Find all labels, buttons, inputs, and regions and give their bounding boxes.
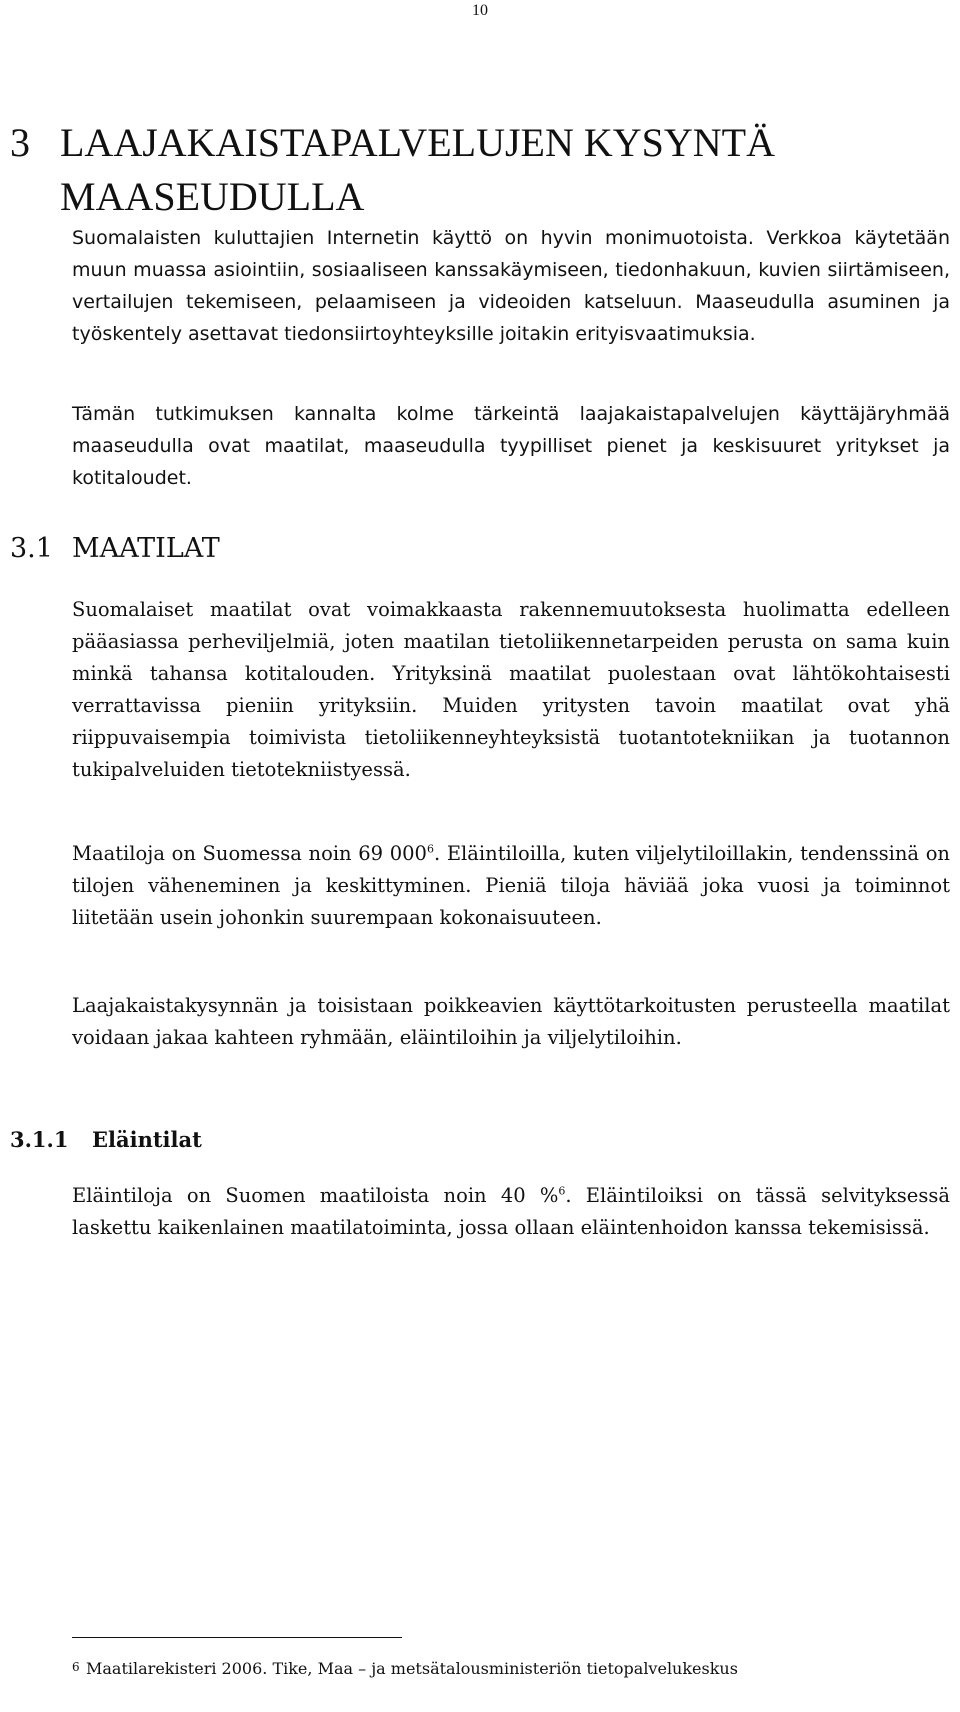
footnote-divider: [72, 1637, 402, 1638]
intro-paragraph-1: Suomalaisten kuluttajien Internetin käyttö on hyvin monimuotoista. Verkkoa käytetään muun muassa asiointiin, sosiaaliseen kanssakäymiseen, tiedonhakuun, kuvien siirtämiseen, vertailujen tekemiseen, pelaamiseen ja videoiden katseluun. Maaseudulla asuminen ja työskentely asettavat tiedonsiirtoyhteyksille joitakin erityisvaatimuksia.: [72, 227, 950, 345]
section-3-1-paragraph-1: Suomalaiset maatilat ovat voimakkaasta rakennemuutoksesta huolimatta edelleen pääasiassa perheviljelmiä, joten maatilan tietoliikennetarpeiden perusta on sama kuin minkä tahansa kotitalouden. Yrityksinä maatilat puolestaan ovat lähtökohtaisesti verrattavissa pieniin yrityksiin. Muiden yritysten tavoin maatilat ovat yhä riippuvaisempia toimivista tietoliikenneyhteyksistä tuotantotekniikan ja tuotannon tukipalveluiden tietotekniistyessä.: [72, 598, 950, 781]
subsection-number: 3.1.1: [10, 1127, 69, 1152]
section-heading-3-1: [10, 533, 220, 564]
intro-paragraph-2: Tämän tutkimuksen kannalta kolme tärkeintä laajakaistapalvelujen käyttäjäryhmää maaseudulla ovat maatilat, maaseudulla tyypilliset pienet ja keskisuuret yritykset ja kotitaloudet.: [72, 403, 950, 489]
subsection-title: Eläintilat: [92, 1127, 202, 1152]
chapter-number: 3: [10, 120, 30, 165]
section-title: MAATILAT: [72, 533, 220, 564]
footnote-ref: 6: [426, 842, 434, 856]
footnote-ref: 6: [558, 1184, 566, 1198]
section-heading-3-1-1: [10, 1127, 202, 1152]
paragraph-text-start: Maatiloja on Suomessa noin 69 000: [72, 842, 427, 865]
chapter-heading: [10, 116, 910, 224]
section-3-1-paragraph-3: Laajakaistakysynnän ja toisistaan poikkeavien käyttötarkoitusten perusteella maatilat voidaan jakaa kahteen ryhmään, eläintiloihin ja viljelytiloihin.: [72, 994, 950, 1049]
section-number: 3.1: [10, 533, 53, 564]
section-3-1-1-paragraph-1: [72, 1180, 950, 1244]
section-3-1-paragraph-2: [72, 838, 950, 934]
footnote-number: 6: [72, 1660, 80, 1674]
paragraph-text-end: . Eläintiloiksi on tässä selvityksessä laskettu kaikenlainen maatilatoiminta, jossa ollaan eläintenhoidon kanssa tekemisissä.: [72, 1184, 950, 1239]
footnote-text: Maatilarekisteri 2006. Tike, Maa – ja metsätalousministeriön tietopalvelukeskus: [86, 1659, 738, 1678]
paragraph-text-start: Eläintiloja on Suomen maatiloista noin 40 %: [72, 1184, 559, 1207]
page-number: 10: [472, 2, 488, 19]
footnote: [72, 1657, 952, 1679]
paragraph-text-end: . Eläintiloilla, kuten viljelytiloillakin, tendenssinä on tilojen väheneminen ja keskittyminen. Pieniä tiloja häviää joka vuosi ja toiminnot liitetään usein johonkin suurempaan kokonaisuuteen.: [72, 842, 950, 929]
chapter-title: LAAJAKAISTAPALVELUJEN KYSYNTÄ MAASEUDULLA: [60, 120, 775, 219]
